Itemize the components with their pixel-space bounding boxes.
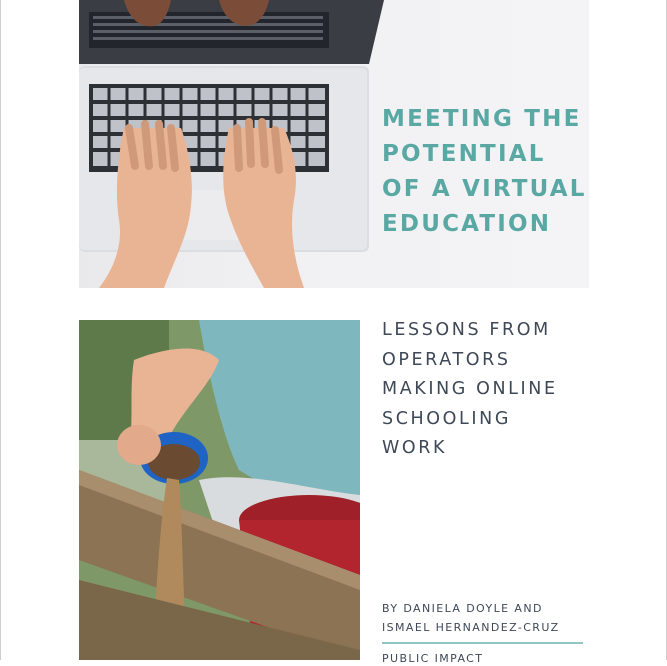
author-byline: BY DANIELA DOYLE AND ISMAEL HERNANDEZ-CRUZ [382,602,560,634]
publisher-name: PUBLIC IMPACT [382,652,484,665]
sand-pouring-photo [79,320,360,660]
sand-pouring-illustration [79,320,360,660]
divider-rule [382,642,583,644]
report-subtitle: LESSONS FROM OPERATORS MAKING ONLINE SCHOOLING WORK [382,320,558,458]
report-title: MEETING THE POTENTIAL OF A VIRTUAL EDUCATION [382,106,587,237]
page-border-left [0,0,1,660]
